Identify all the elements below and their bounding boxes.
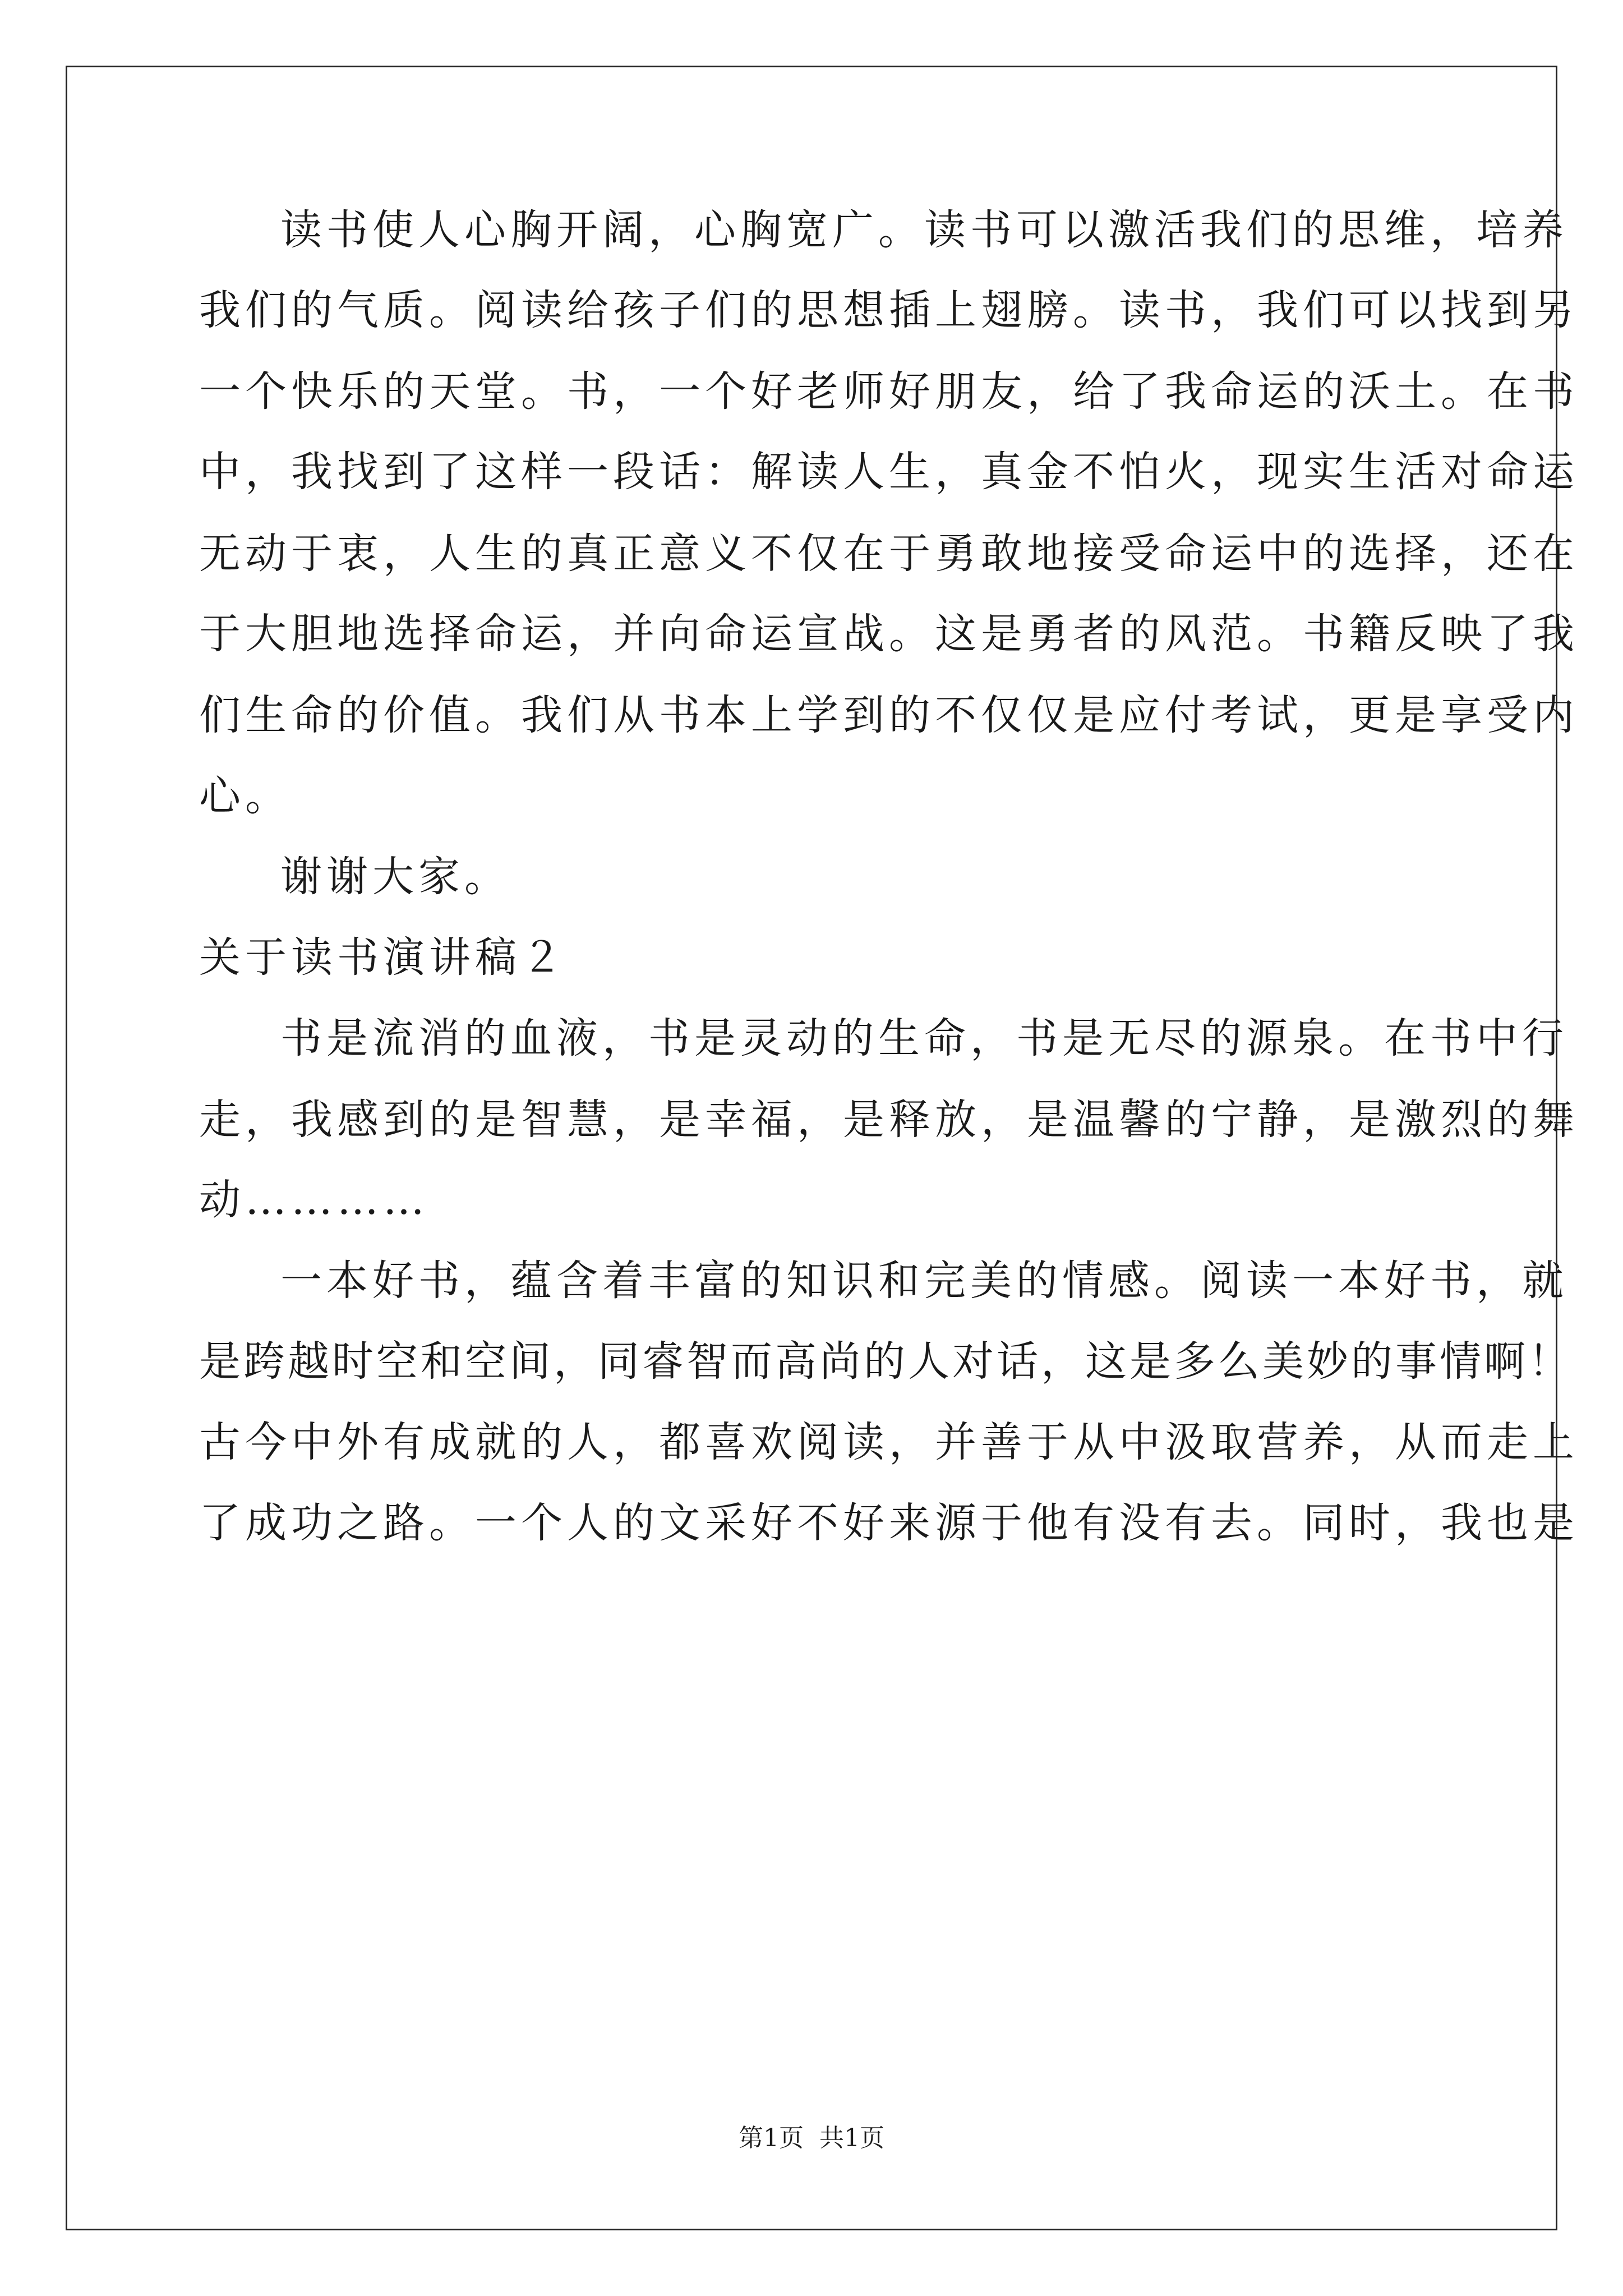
paragraph-line: 无动于衷，人生的真正意义不仅在于勇敢地接受命运中的选择，还在 <box>199 530 1579 578</box>
page-number: 第1页 共1页 <box>739 2124 884 2152</box>
paragraph-line: 中，我找到了这样一段话：解读人生，真金不怕火，现实生活对命运 <box>199 448 1579 496</box>
paragraph-line: 谢谢大家。 <box>280 853 510 901</box>
paragraph-line: 心。 <box>199 772 291 820</box>
page-footer <box>0 2122 1623 2155</box>
paragraph-line: 了成功之路。一个人的文采好不好来源于他有没有去。同时，我也是 <box>199 1499 1579 1547</box>
paragraph-line: 是跨越时空和空间，同睿智而高尚的人对话，这是多么美妙的事情啊！ <box>199 1337 1573 1386</box>
paragraph-line: 我们的气质。阅读给孩子们的思想插上翅膀。读书，我们可以找到另 <box>199 286 1579 334</box>
paragraph-line: 动………… <box>199 1176 429 1224</box>
paragraph-line: 古今中外有成就的人，都喜欢阅读，并善于从中汲取营养，从而走上 <box>199 1418 1579 1466</box>
paragraph-line: 一本好书，蕴含着丰富的知识和完美的情感。阅读一本好书，就 <box>280 1257 1568 1305</box>
paragraph-line: 读书使人心胸开阔，心胸宽广。读书可以激活我们的思维，培养 <box>280 206 1568 254</box>
section-heading: 关于读书演讲稿２ <box>199 933 567 982</box>
paragraph-line: 书是流消的血液，书是灵动的生命，书是无尽的源泉。在书中行 <box>280 1014 1568 1062</box>
paragraph-line: 走，我感到的是智慧，是幸福，是释放，是温馨的宁静，是激烈的舞 <box>199 1096 1579 1144</box>
paragraph-line: 一个快乐的天堂。书，一个好老师好朋友，给了我命运的沃土。在书 <box>199 367 1579 416</box>
paragraph-line: 于大胆地选择命运，并向命运宣战。这是勇者的风范。书籍反映了我 <box>199 610 1579 658</box>
paragraph-line: 们生命的价值。我们从书本上学到的不仅仅是应付考试，更是享受内 <box>199 691 1579 739</box>
